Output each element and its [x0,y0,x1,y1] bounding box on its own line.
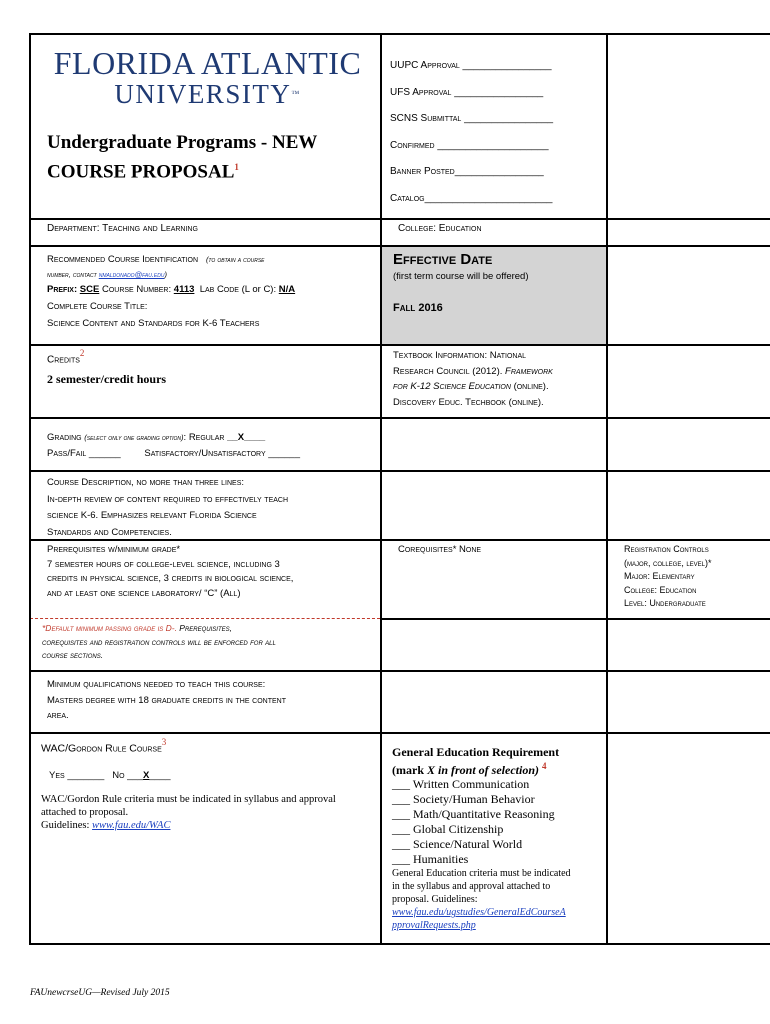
default-grade-note [42,622,276,663]
gened-link-line2[interactable]: pprovalRequests.php [392,920,476,931]
textbook-info [393,348,605,410]
table-left-border [29,33,31,945]
approval-uupc: UUPC Approval ________________ [390,60,552,71]
row-divider [30,670,770,672]
wac-no-tail: ____ [149,770,171,782]
grading-note: (select only one grading option) [84,433,184,442]
approval-banner: Banner Posted________________ [390,166,544,178]
default-note-red: *Default minimum passing grade is D-. [42,623,177,633]
fau-logo [40,46,375,108]
gened-item-science[interactable]: ___ Science/Natural World [392,837,523,851]
grading-regular: : Regular [183,432,225,443]
registration-line4: College: Education [624,584,697,595]
wac-no[interactable]: No ___ [112,770,144,782]
qualifications-line1: Minimum qualifications needed to teach this course: [47,679,266,690]
description-line2: science K-6. Emphasizes relevant Florida Science [47,510,257,521]
credits-label: Credits [47,354,80,366]
gened-item-society[interactable]: ___ Society/Human Behavior [392,792,535,806]
textbook-line3: for K-12 Science Education [393,381,511,392]
credits-sup: 2 [79,348,85,358]
course-id-note2: number, contact [47,270,97,279]
lab-code-options: (L or C): [241,284,277,295]
registration-line1: Registration Controls [624,544,709,554]
gened-link-line1[interactable]: www.fau.edu/ugstudies/GeneralEdCourseA [392,907,566,918]
contact-email-link[interactable]: nmaldonado@fau.edu [98,270,165,279]
wac-guidelines-link[interactable]: www.fau.edu/WAC [92,820,171,832]
description-label: Course Description, no more than three lines: [47,477,245,488]
form-title [47,131,317,184]
approval-confirmed: Confirmed ____________________ [390,139,549,151]
logo-tm: ™ [291,89,301,98]
row-divider [30,470,770,472]
description-line3: Standards and Competencies. [47,526,172,538]
gened-body3: proposal. Guidelines: [392,894,478,905]
prefix-label: Prefix: [47,284,78,295]
gened-item-humanities[interactable]: ___ Humanities [392,852,469,866]
course-id-note3: ) [164,270,167,279]
table-bottom-border [30,943,770,945]
college: College: Education [398,223,482,234]
grading-satisfactory[interactable]: Satisfactory/Unsatisfactory ______ [144,448,300,459]
row-divider [380,618,770,620]
corequisites: Corequisites* None [398,544,482,555]
default-note-rest: Prerequisites, [176,623,233,633]
prefix-value: SCE [79,284,100,295]
row-divider [30,732,770,734]
wac-body1: WAC/Gordon Rule criteria must be indicated in syllabus and approval [41,794,336,806]
gened-body2: in the syllabus and approval attached to [392,881,551,892]
registration-line2: (major, college, level)* [624,557,712,568]
logo-line1: FLORIDA ATLANTIC [53,45,362,81]
textbook-label: Textbook Information: National [393,350,527,361]
column-divider [380,33,382,945]
prereq-line2: credits in physical science, 3 credits in biological science, [47,573,294,584]
logo-line2: UNIVERSITY [114,79,292,109]
lab-code-label: Lab Code [199,284,239,295]
credits-value: 2 semester/credit hours [47,372,167,387]
form-title-line1: Undergraduate Programs - NEW [47,132,318,153]
course-number-value: 4113 [173,284,195,295]
grading-label: Grading [47,432,82,443]
gened-item-written[interactable]: ___ Written Communication [392,777,530,791]
table-top-border [30,33,770,35]
row-divider [30,417,770,419]
wac-label: WAC/Gordon Rule Course [41,742,162,755]
course-title-value: Science Content and Standards for K-6 Teachers [47,318,260,329]
textbook-line3b: (online). [513,381,549,392]
description-line1: In-depth review of content required to effectively teach [47,493,289,505]
row-divider [30,218,770,220]
effective-date-title: Effective Date [393,251,493,268]
column-divider [606,33,608,945]
grading-passfail[interactable]: Pass/Fail ______ [47,448,121,459]
approval-ufs: UFS Approval ________________ [390,86,544,98]
approval-scns: SCNS Submittal ________________ [390,113,554,125]
course-description [47,475,288,541]
department: Department: Teaching and Learning [47,223,198,234]
approval-catalog: Catalog_______________________ [390,192,553,204]
course-id-note: (to obtain a course [205,255,265,264]
lab-code-value: N/A [278,284,296,295]
default-note-line2: corequisites and registration controls will be enforced for all [42,636,276,647]
course-number-label: Course Number: [101,284,172,295]
wac-section [41,737,376,832]
form-title-line2: COURSE PROPOSAL [47,161,235,183]
qualifications-line3: area. [47,710,69,721]
gened-body1: General Education criteria must be indicated [392,868,571,879]
effective-term: Fall 2016 [393,302,443,314]
row-divider [30,344,770,346]
gened-title: General Education Requirement [392,745,560,759]
wac-body2: attached to proposal. [41,807,129,819]
prereq-line3: and at least one science laboratory/ “C” (All) [47,587,241,599]
grading-regular-mark[interactable]: __X____ [227,432,266,443]
gened-mark-italic: X in front of selection) [427,763,540,777]
wac-sup: 3 [161,737,167,747]
qualifications-line2: Masters degree with 18 graduate credits in the content [47,694,286,706]
course-identification [47,251,377,332]
prerequisites [47,543,293,601]
grading [47,430,300,462]
general-education [392,745,604,932]
registration-controls [624,543,712,611]
approvals-list [390,53,553,213]
form-title-sup: 1 [234,162,239,172]
effective-date [393,250,603,314]
gened-sup: 4 [542,761,547,771]
wac-guidelines: Guidelines: [41,820,90,832]
default-note-line3: course sections. [42,650,104,660]
qualifications [47,677,286,724]
footer-revision: FAUnewcrseUG—Revised July 2015 [30,988,170,998]
registration-line5: Level: Undergraduate [624,598,706,608]
textbook-line2b: Framework [505,365,553,377]
course-title-label: Complete Course Title: [47,301,148,312]
effective-date-sub: (first term course will be offered) [393,271,529,282]
textbook-line2: Research Council (2012). [393,365,503,377]
prereq-label: Prerequisites w/minimum grade* [47,544,181,555]
prereq-line1: 7 semester hours of college-level science, including 3 [47,558,280,570]
gened-item-math[interactable]: ___ Math/Quantitative Reasoning [392,807,555,821]
textbook-line4: Discovery Educ. Techbook (online). [393,396,544,408]
credits [47,348,166,387]
gened-item-global[interactable]: ___ Global Citizenship [392,822,504,836]
registration-line3: Major: Elementary [624,571,695,581]
wac-no-mark[interactable]: X [143,770,150,782]
course-id-label: Recommended Course Identification [47,254,199,265]
wac-yes[interactable]: Yes _______ [49,770,105,782]
gened-mark: (mark [392,763,424,777]
dashed-divider [30,618,380,619]
